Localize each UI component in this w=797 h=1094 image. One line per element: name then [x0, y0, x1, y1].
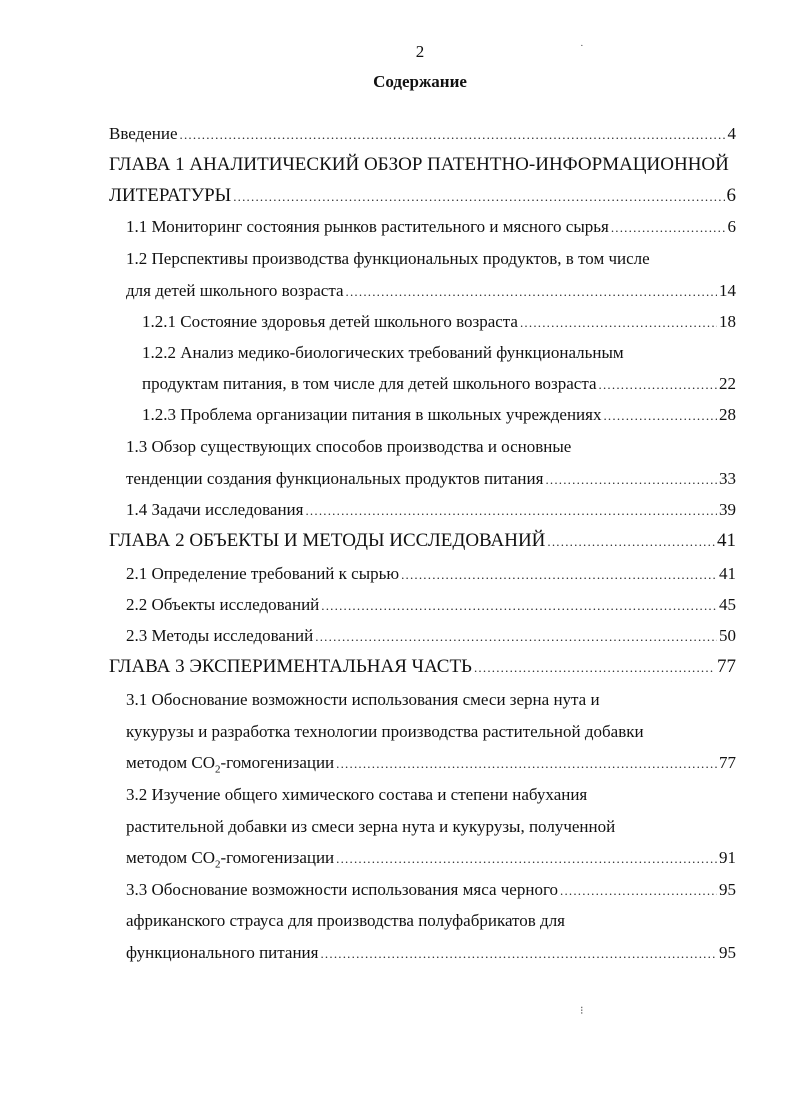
toc-section-1-2-line-2[interactable]: [126, 280, 736, 303]
dot-leader: [320, 943, 717, 965]
toc-chapter-1-line-1[interactable]: [109, 154, 729, 176]
toc-chapter-2[interactable]: [109, 530, 736, 553]
text-after: -гомогенизации: [220, 753, 335, 772]
dot-leader: [545, 469, 717, 491]
scan-speck: ·: [580, 40, 584, 52]
toc-section-3-1-line-1[interactable]: [126, 689, 600, 711]
toc-entry-text: для детей школьного возраста: [126, 281, 344, 300]
toc-entry-text: 1.3 Обзор существующих способов производства и основные: [126, 437, 572, 456]
page-title: Содержание: [373, 72, 467, 91]
toc-entry-text: тенденции создания функциональных продуктов питания: [126, 469, 544, 488]
toc-entry-text: 1.4 Задачи исследования: [126, 500, 304, 519]
toc-entry-text: 1.2 Перспективы производства функциональных продуктов, в том числе: [126, 249, 650, 268]
page-number: 2: [415, 42, 425, 61]
toc-entry-text: 3.1 Обоснование возможности использования смеси зерна нута и: [126, 690, 600, 709]
toc-chapter-3[interactable]: [109, 656, 736, 679]
dot-leader: [401, 564, 717, 586]
dot-leader: [603, 405, 717, 427]
toc-section-3-3-line-2[interactable]: [126, 910, 565, 932]
toc-entry-text: ГЛАВА 3 ЭКСПЕРИМЕНТАЛЬНАЯ ЧАСТЬ: [109, 656, 472, 677]
toc-entry-page: 50: [719, 626, 736, 645]
subscript: 2: [214, 763, 221, 776]
toc-entry-text: 3.2 Изучение общего химического состава и степени набухания: [126, 785, 588, 804]
dot-leader: [547, 531, 715, 553]
toc-entry-text: ГЛАВА 1 АНАЛИТИЧЕСКИЙ ОБЗОР ПАТЕНТНО-ИНФОРМАЦИОННОЙ: [109, 154, 729, 175]
toc-entry-page: 95: [719, 880, 736, 899]
toc-entry-page: 41: [717, 530, 736, 551]
toc-entry-text: Введение: [109, 124, 178, 143]
dot-leader: [336, 848, 717, 870]
toc-entry-page: 6: [726, 185, 736, 206]
toc-entry-page: 91: [719, 848, 736, 867]
toc-section-3-2-line-3[interactable]: [126, 847, 736, 870]
toc-entry-text: ГЛАВА 2 ОБЪЕКТЫ И МЕТОДЫ ИССЛЕДОВАНИЙ: [109, 530, 546, 551]
toc-entry-page: 33: [719, 469, 736, 488]
toc-section-3-3-line-3[interactable]: [126, 942, 736, 965]
dot-leader: [233, 186, 724, 208]
dot-leader: [560, 880, 717, 902]
toc-section-3-2-line-2[interactable]: [126, 816, 615, 838]
toc-entry-page: 39: [719, 500, 736, 519]
toc-entry-page: 14: [719, 281, 736, 300]
toc-entry-page: 18: [719, 312, 736, 331]
toc-entry-text: продуктам питания, в том числе для детей школьного возраста: [142, 374, 597, 393]
toc-entry-text: [126, 847, 334, 869]
toc-section-1-2-line-1[interactable]: [126, 248, 650, 270]
toc-chapter-1-line-2[interactable]: [109, 185, 736, 208]
dot-leader: [180, 124, 726, 146]
toc-section-2-2[interactable]: [126, 594, 736, 617]
toc-entry-page: 22: [719, 374, 736, 393]
toc-entry-text: 1.2.1 Состояние здоровья детей школьного возраста: [142, 312, 518, 331]
scan-speck: ⁝: [580, 1005, 584, 1017]
toc-entry-text: 1.1 Мониторинг состояния рынков растительного и мясного сырья: [126, 217, 609, 236]
toc-section-2-1[interactable]: [126, 563, 736, 586]
dot-leader: [346, 281, 717, 303]
toc-section-1-3-line-1[interactable]: [126, 436, 571, 458]
toc-section-2-3[interactable]: [126, 625, 736, 648]
text-before: методом CO: [126, 848, 215, 867]
toc-section-3-1-line-3[interactable]: [126, 752, 736, 775]
dot-leader: [305, 500, 717, 522]
toc-entry-text: функционального питания: [126, 943, 319, 962]
toc-section-1-2-3[interactable]: [142, 404, 736, 427]
toc-entry-text: кукурузы и разработка технологии производства растительной добавки: [126, 722, 644, 741]
dot-leader: [520, 312, 717, 334]
toc-entry-page: 28: [719, 405, 736, 424]
dot-leader: [474, 657, 715, 679]
toc-entry-page: 45: [719, 595, 736, 614]
toc-section-1-1[interactable]: [126, 216, 736, 239]
toc-entry-page: 6: [727, 217, 736, 236]
toc-entry-text: 3.3 Обоснование возможности использования мяса черного: [126, 880, 558, 899]
dot-leader: [611, 217, 726, 239]
toc-entry-introduction[interactable]: [109, 123, 736, 146]
dot-leader: [599, 374, 717, 396]
toc-section-1-2-2-line-1[interactable]: [142, 342, 624, 364]
toc-entry-page: 77: [719, 753, 736, 772]
toc-entry-text: [126, 752, 334, 774]
subscript: 2: [214, 858, 221, 871]
toc-entry-text: 2.3 Методы исследований: [126, 626, 314, 645]
toc-entry-text: растительной добавки из смеси зерна нута и кукурузы, полученной: [126, 817, 616, 836]
dot-leader: [315, 626, 717, 648]
toc-entry-text: ЛИТЕРАТУРЫ: [109, 185, 232, 206]
toc-entry-page: 4: [727, 124, 736, 143]
text-after: -гомогенизации: [220, 848, 335, 867]
dot-leader: [321, 595, 717, 617]
toc-section-3-2-line-1[interactable]: [126, 784, 587, 806]
toc-section-3-1-line-2[interactable]: [126, 721, 644, 743]
dot-leader: [336, 753, 717, 775]
toc-section-1-3-line-2[interactable]: [126, 468, 736, 491]
toc-entry-page: 95: [719, 943, 736, 962]
toc-entry-text: 1.2.2 Анализ медико-биологических требований функциональным: [142, 343, 624, 362]
toc-entry-text: 2.2 Объекты исследований: [126, 595, 320, 614]
toc-entry-page: 41: [719, 564, 736, 583]
toc-section-1-2-2-line-2[interactable]: [142, 373, 736, 396]
toc-section-3-3-line-1[interactable]: [126, 879, 736, 902]
toc-entry-text: 2.1 Определение требований к сырью: [126, 564, 400, 583]
toc-entry-text: 1.2.3 Проблема организации питания в школьных учреждениях: [142, 405, 602, 424]
toc-entry-page: 77: [717, 656, 736, 677]
text-before: методом CO: [126, 753, 215, 772]
toc-entry-text: африканского страуса для производства полуфабрикатов для: [126, 911, 565, 930]
toc-section-1-4[interactable]: [126, 499, 736, 522]
toc-section-1-2-1[interactable]: [142, 311, 736, 334]
